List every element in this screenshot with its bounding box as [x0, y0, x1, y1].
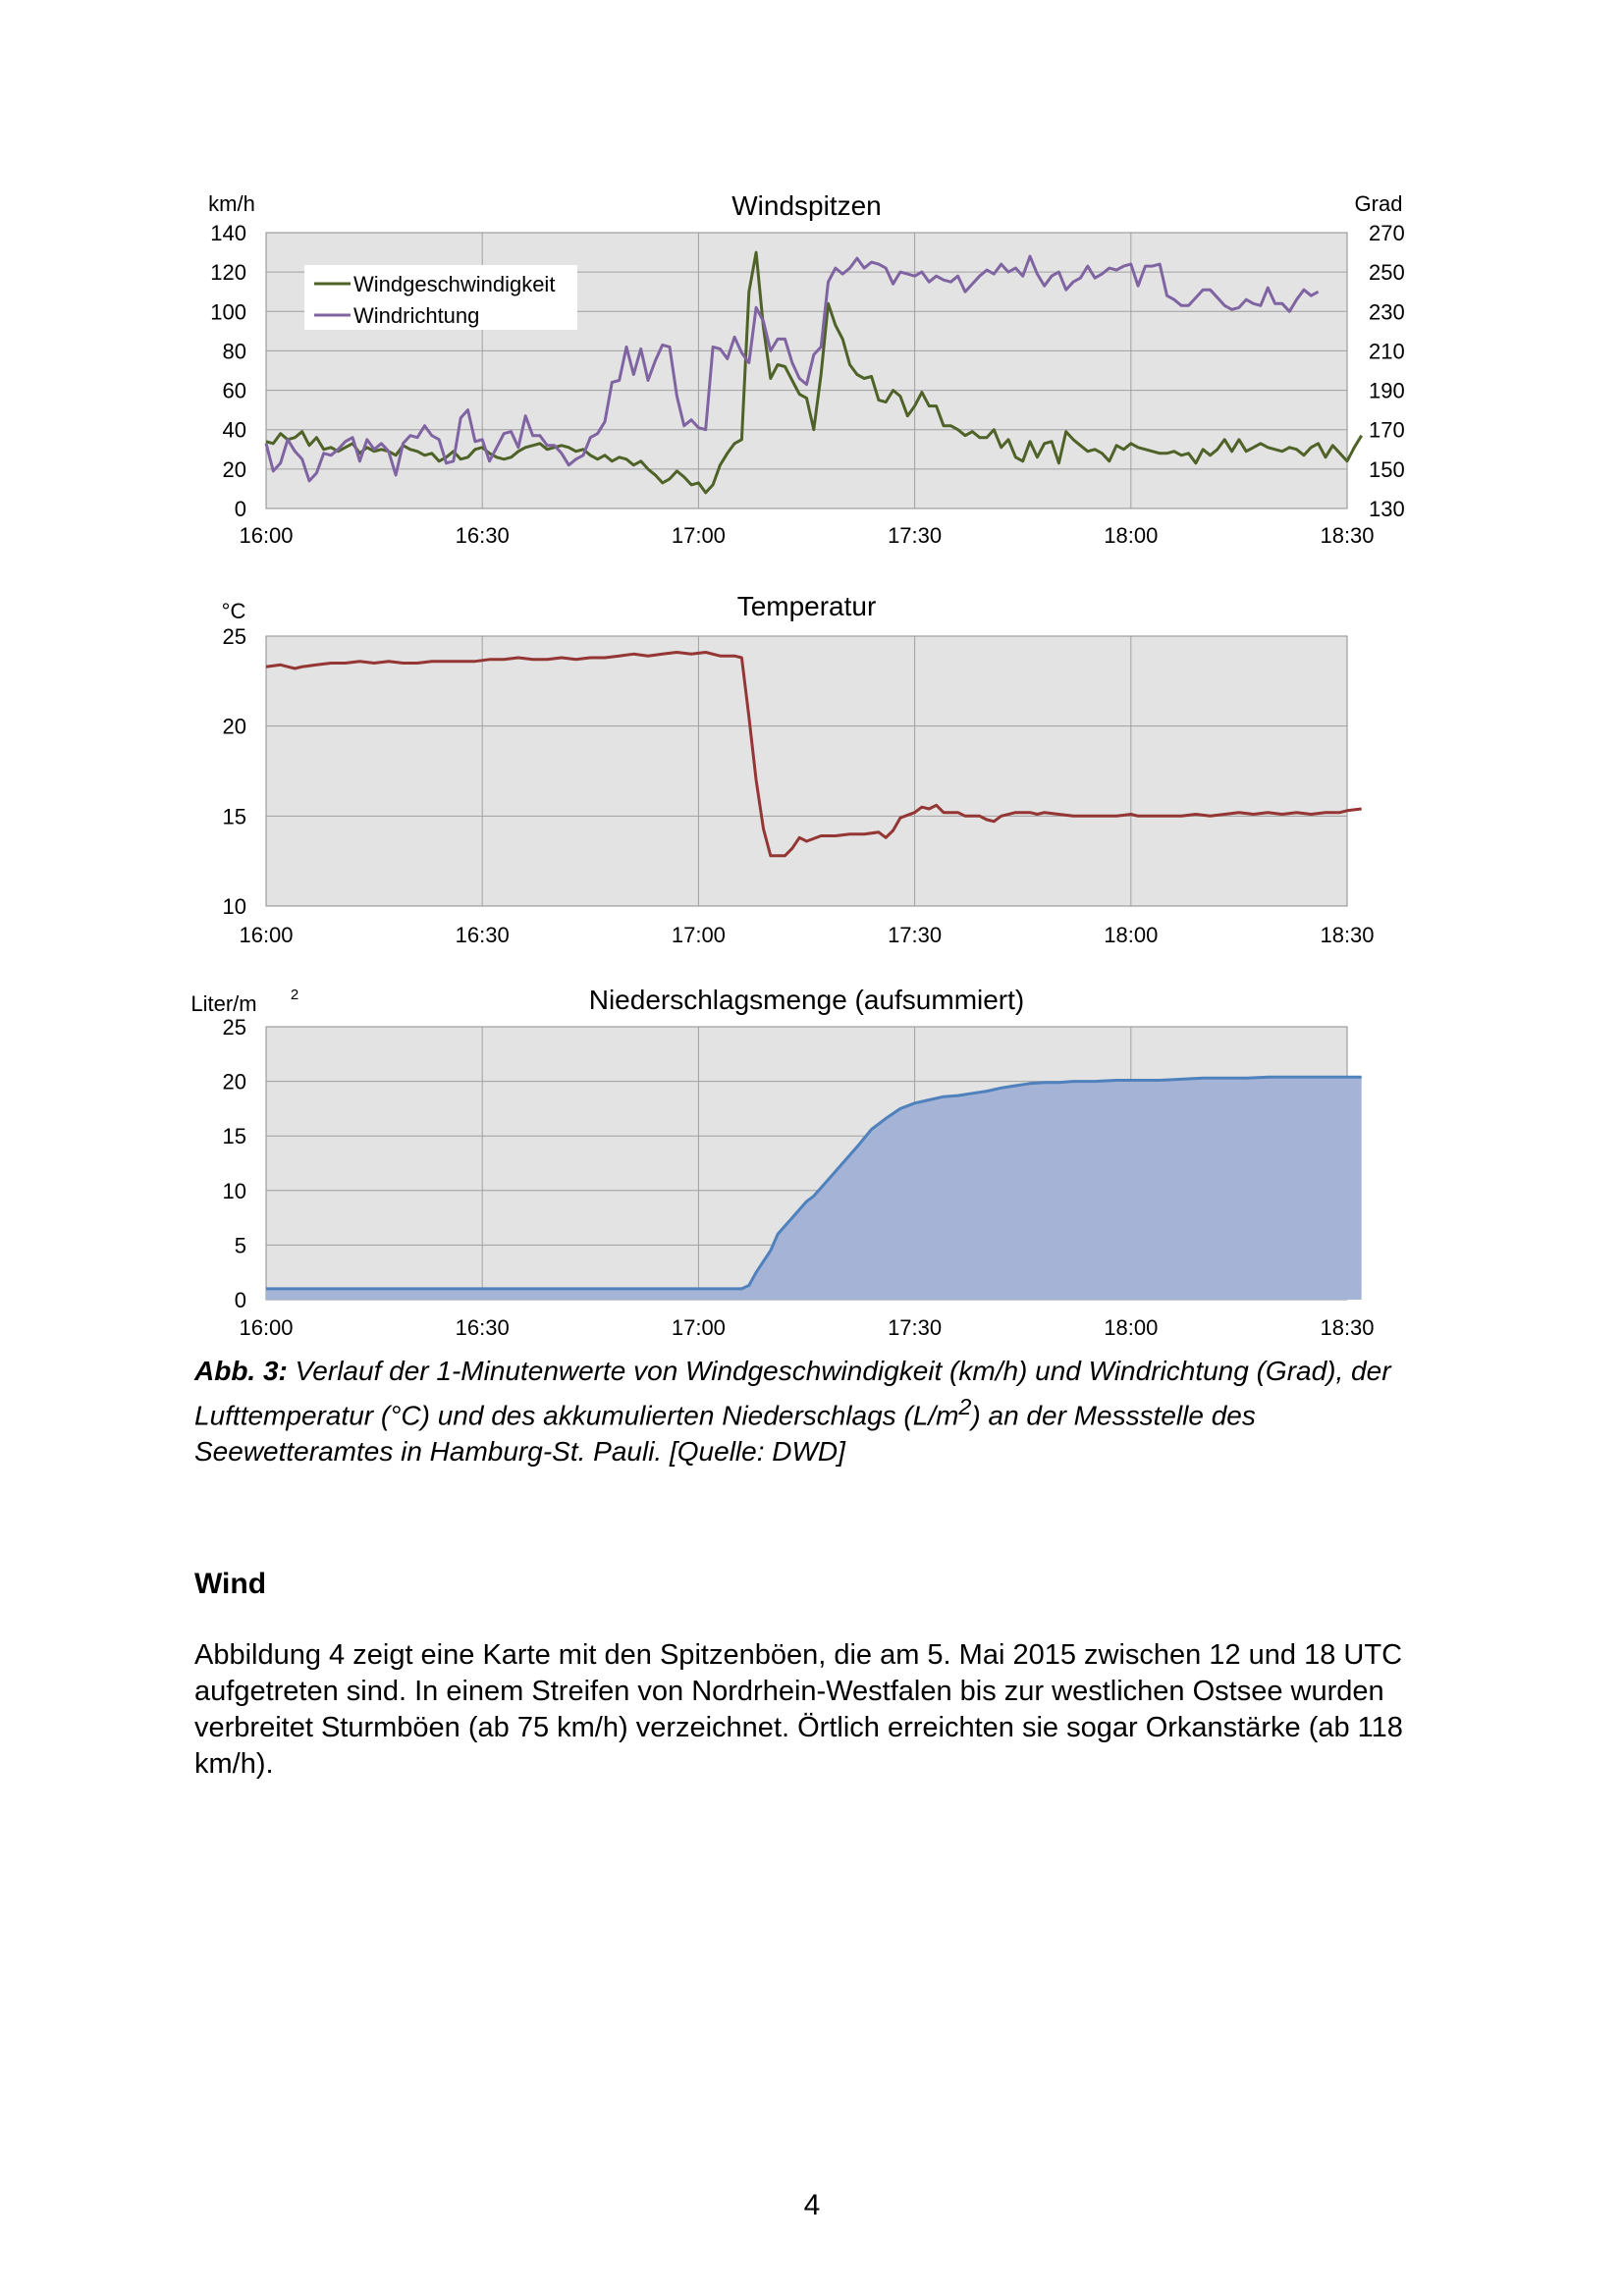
caption-sup: 2: [958, 1394, 972, 1419]
y-tick-label: 40: [222, 417, 246, 443]
y-tick-label: 15: [222, 1124, 246, 1149]
legend-label: Windgeschwindigkeit: [353, 272, 556, 296]
y-tick-label: 0: [234, 497, 246, 521]
y2-axis-label: Grad: [1354, 191, 1403, 216]
y-tick-label: 60: [222, 378, 246, 403]
x-tick-label: 18:30: [1320, 523, 1375, 548]
y-axis-label: Liter/m: [190, 991, 257, 1016]
y-tick-label: 5: [234, 1233, 246, 1258]
y-tick-label: 25: [222, 624, 246, 649]
x-tick-label: 16:00: [239, 923, 294, 947]
x-tick-label: 18:30: [1320, 923, 1375, 947]
x-tick-label: 17:00: [671, 923, 726, 947]
y2-tick-label: 250: [1369, 260, 1405, 286]
y-axis-label: km/h: [208, 191, 255, 216]
y-axis-label-sup: 2: [290, 987, 299, 1003]
y-tick-label: 20: [222, 714, 246, 739]
x-tick-label: 16:00: [239, 1315, 294, 1340]
chart-title: Windspitzen: [731, 190, 882, 221]
x-tick-label: 16:30: [455, 523, 510, 548]
x-tick-label: 17:30: [888, 523, 943, 548]
x-tick-label: 18:30: [1320, 1315, 1375, 1340]
figure-caption: [194, 1353, 1412, 1469]
y2-tick-label: 270: [1369, 221, 1405, 245]
x-tick-label: 16:30: [455, 1315, 510, 1340]
y-tick-label: 20: [222, 456, 246, 482]
x-tick-label: 16:30: [455, 923, 510, 947]
y2-tick-label: 210: [1369, 339, 1405, 364]
x-tick-label: 16:00: [239, 523, 294, 548]
y-tick-label: 120: [210, 260, 246, 286]
y-tick-label: 80: [222, 339, 246, 364]
y-tick-label: 0: [234, 1288, 246, 1312]
plot-area: [266, 636, 1347, 906]
y-tick-label: 25: [222, 1015, 246, 1040]
caption-text-2: ) an der Messstelle des Seewetteramtes in Hamburg-St. Pauli. [Quelle: DWD]: [194, 1400, 1256, 1468]
section-heading: Wind: [194, 1568, 267, 1600]
y-tick-label: 20: [222, 1069, 246, 1095]
y-tick-label: 10: [222, 1178, 246, 1203]
x-tick-label: 17:30: [888, 1315, 943, 1340]
y-tick-label: 10: [222, 894, 246, 919]
y2-tick-label: 150: [1369, 456, 1405, 482]
x-tick-label: 18:00: [1104, 923, 1159, 947]
y2-tick-label: 230: [1369, 299, 1405, 325]
caption-lead: Abb. 3:: [194, 1356, 288, 1386]
x-tick-label: 17:00: [671, 1315, 726, 1340]
y2-tick-label: 170: [1369, 417, 1405, 443]
chart-title: Temperatur: [736, 591, 877, 621]
x-tick-label: 17:30: [888, 923, 943, 947]
x-tick-label: 18:00: [1104, 1315, 1159, 1340]
y-tick-label: 100: [210, 299, 246, 325]
legend-label: Windrichtung: [353, 303, 480, 328]
caption-text-1: Verlauf der 1-Minutenwerte von Windgeschwindigkeit (km/h) und Windrichtung (Grad), der Lufttemperatur (°C) und des akkumulierten Niederschlags (L/m: [194, 1356, 1391, 1431]
y2-tick-label: 130: [1369, 497, 1405, 521]
page-number: 4: [803, 2189, 821, 2221]
body-paragraph: Abbildung 4 zeigt eine Karte mit den Spitzenböen, die am 5. Mai 2015 zwischen 12 und 18 UTC aufgetreten sind. In einem Streifen von Nordrhein-Westfalen bis zur westlichen Ostsee wurden verbreitet Sturmböen (ab 75 km/h) verzeichnet. Örtlich erreichten sie sogar Orkanstärke (ab 118 km/h).: [194, 1639, 1403, 1780]
y2-tick-label: 190: [1369, 378, 1405, 403]
y-tick-label: 15: [222, 804, 246, 829]
x-tick-label: 18:00: [1104, 523, 1159, 548]
y-axis-label: °C: [221, 599, 246, 623]
y-tick-label: 140: [210, 221, 246, 245]
chart-title: Niederschlagsmenge (aufsummiert): [588, 985, 1025, 1015]
x-tick-label: 17:00: [671, 523, 726, 548]
